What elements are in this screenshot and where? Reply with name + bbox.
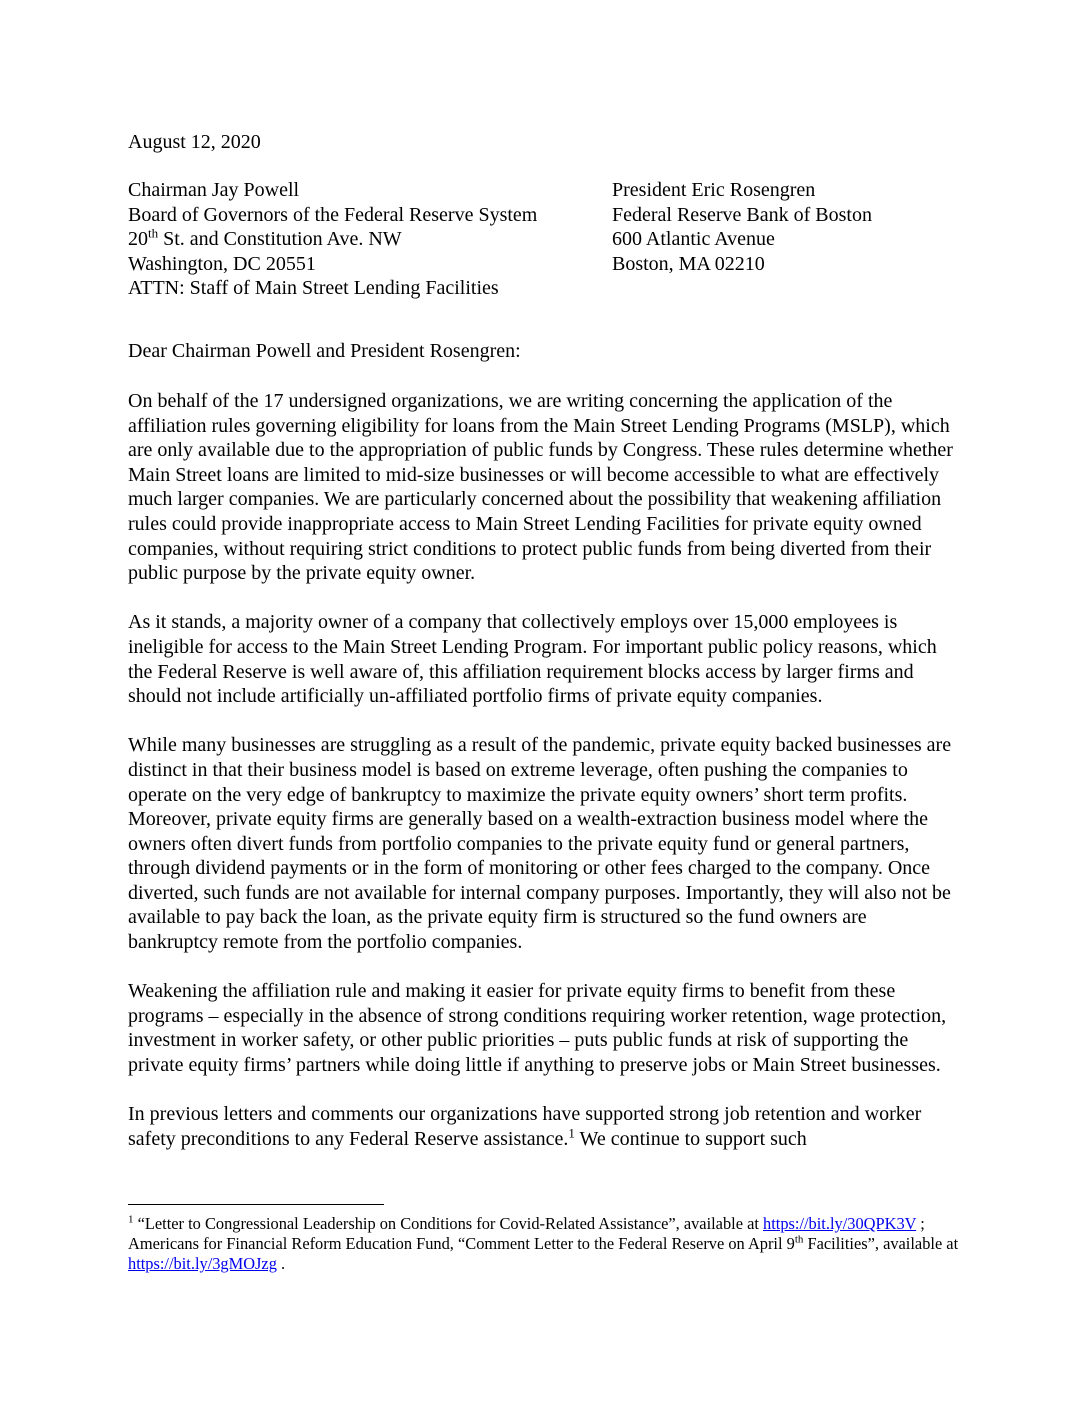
street-number: 20: [128, 228, 148, 251]
recipient-city: Washington, DC 20551: [128, 252, 316, 275]
letter-body: [128, 389, 956, 1176]
recipient-name: Chairman Jay Powell: [128, 179, 300, 201]
footnote-reference[interactable]: 1: [568, 1125, 575, 1141]
footnote-text: ; Americans for Financial Reform Education Fund, “Comment Letter to the Federal Reserve on April 9: [128, 1214, 925, 1253]
body-paragraph: Weakening the affiliation rule and making it easier for private equity firms to benefit from these programs – especially in the absence of strong conditions requiring worker retention, wage protection, investment in worker safety, or other public priorities – puts public funds at risk of supporting the private equity firms’ partners while doing little if anything to preserve jobs or Main Street businesses.: [128, 980, 947, 1077]
footnote-link-1[interactable]: https://bit.ly/30QPK3V: [763, 1214, 917, 1233]
recipient-attn: ATTN: Staff of Main Street Lending Facilities: [128, 277, 499, 300]
paragraph-text: In previous letters and comments our organizations have supported strong job retention and worker safety preconditions to any Federal Reserve assistance.: [128, 1103, 922, 1150]
body-paragraph-last: [128, 1102, 956, 1151]
footnote-text: “Letter to Congressional Leadership on Conditions for Covid-Related Assistance”, available at: [133, 1214, 764, 1233]
footnote-divider: [128, 1204, 384, 1205]
footnote-ordinal-suffix: th: [794, 1233, 804, 1246]
salutation: Dear Chairman Powell and President Rosengren:: [128, 340, 521, 362]
body-paragraph: As it stands, a majority owner of a company that collectively employs over 15,000 employees is ineligible for access to the Main Street Lending Program. For important public policy reasons, which the Federal Reserve is well aware of, this affiliation requirement blocks access by larger firms and should not include artificially un-affiliated portfolio firms of private equity companies.: [128, 611, 937, 708]
recipient-name: President Eric Rosengren: [612, 179, 816, 201]
body-paragraph: On behalf of the 17 undersigned organizations, we are writing concerning the application of the affiliation rules governing eligibility for loans from the Main Street Lending Programs (MSLP), which are only available due to the appropriation of public funds by Congress. These rules determine whether Main Street loans are limited to mid-size businesses or will become accessible to what are effectively much larger companies. We are particularly concerned about the possibility that weakening affiliation rules could provide inappropriate access to Main Street Lending Facilities for private equity owned companies, without requiring strict conditions to protect public funds from being diverted from their public purpose by the private equity owner.: [128, 390, 953, 585]
recipient-address-right: [612, 178, 872, 276]
paragraph-text-continued: We continue to support such: [574, 1127, 807, 1150]
recipient-street: 600 Atlantic Avenue: [612, 228, 775, 251]
recipient-city: Boston, MA 02210: [612, 252, 765, 275]
recipient-address-left: [128, 178, 537, 301]
recipient-organization: Federal Reserve Bank of Boston: [612, 203, 872, 226]
street-number-suffix: th: [148, 225, 159, 241]
footnote-marker: 1: [128, 1213, 134, 1226]
street-name: St. and Constitution Ave. NW: [158, 228, 402, 251]
body-paragraph: While many businesses are struggling as a result of the pandemic, private equity backed businesses are distinct in that their business model is based on extreme leverage, often pushing the companies to operate on the very edge of bankruptcy to maximize the private equity owners’ short term profits. Moreover, private equity firms are generally based on a wealth-extraction business model where the owners often divert funds from portfolio companies to the private equity fund or general partners, through dividend payments or in the form of monitoring or other fees charged to the company. Once diverted, such funds are not available for internal company purposes. Importantly, they will also not be available to pay back the loan, as the private equity firm is structured so the fund owners are bankruptcy remote from the portfolio companies.: [128, 734, 952, 954]
recipient-organization: Board of Governors of the Federal Reserve System: [128, 203, 538, 226]
footnote-text: Facilities”, available at: [803, 1234, 959, 1253]
recipient-street: [128, 227, 537, 252]
footnote-link-2[interactable]: https://bit.ly/3gMOJzg: [128, 1254, 277, 1273]
footnote: [128, 1214, 968, 1274]
letter-date: August 12, 2020: [128, 131, 261, 153]
footnote-text: .: [276, 1254, 286, 1273]
